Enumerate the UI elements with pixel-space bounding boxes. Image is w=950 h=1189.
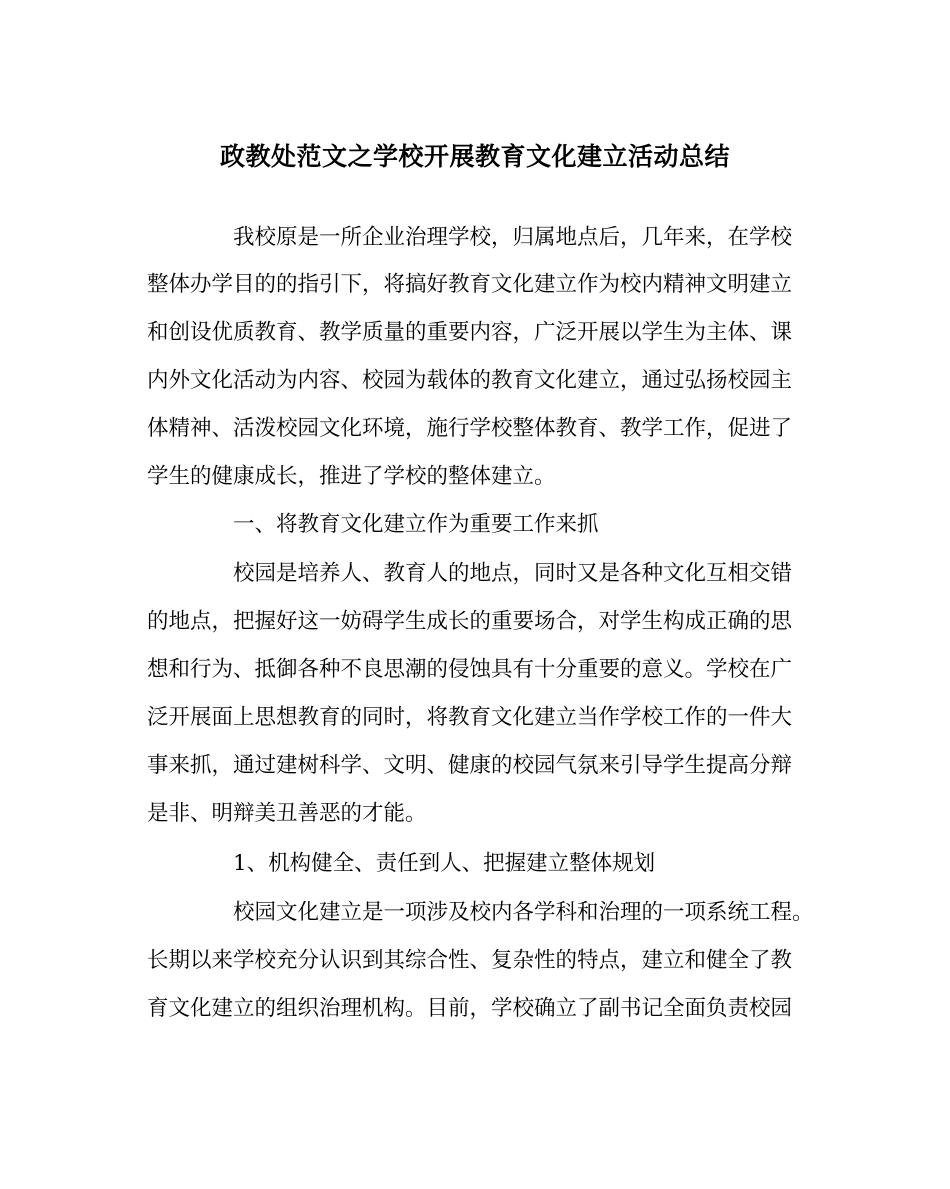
- paragraph-line: 和创设优质教育、教学质量的重要内容，广泛开展以学生为主体、课: [147, 320, 793, 345]
- paragraph-line: 想和行为、抵御各种不良思潮的侵蚀具有十分重要的意义。学校在广: [147, 657, 793, 682]
- paragraph-line: 我校原是一所企业治理学校，归属地点后，几年来，在学校: [233, 225, 793, 250]
- paragraph-line: 育文化建立的组织治理机构。目前，学校确立了副书记全面负责校园: [147, 996, 793, 1021]
- paragraph-line: 是非、明辩美丑善恶的才能。: [147, 801, 427, 826]
- paragraph-line: 校园是培养人、教育人的地点，同时又是各种文化互相交错: [233, 561, 793, 586]
- paragraph-line: 泛开展面上思想教育的同时，将教育文化建立当作学校工作的一件大: [147, 705, 793, 730]
- section-heading: 一、将教育文化建立作为重要工作来抓: [233, 512, 599, 537]
- document-title: 政教处范文之学校开展教育文化建立活动总结: [219, 142, 730, 171]
- paragraph-line: 体精神、活泼校园文化环境，施行学校整体教育、教学工作，促进了: [147, 416, 793, 441]
- paragraph-line: 整体办学目的的指引下，将搞好教育文化建立作为校内精神文明建立: [147, 272, 793, 297]
- paragraph-line: 事来抓，通过建树科学、文明、健康的校园气氛来引导学生提高分辩: [147, 753, 793, 778]
- subsection-heading: 1、机构健全、责任到人、把握建立整体规划: [233, 851, 656, 876]
- paragraph-line: 的地点，把握好这一妨碍学生成长的重要场合，对学生构成正确的思: [147, 609, 793, 634]
- paragraph-line: 学生的健康成长，推进了学校的整体建立。: [147, 464, 556, 489]
- paragraph-line: 内外文化活动为内容、校园为载体的教育文化建立，通过弘扬校园主: [147, 368, 793, 393]
- paragraph-line: 校园文化建立是一项涉及校内各学科和治理的一项系统工程。: [233, 900, 814, 925]
- paragraph-line: 长期以来学校充分认识到其综合性、复杂性的特点，建立和健全了教: [147, 948, 793, 973]
